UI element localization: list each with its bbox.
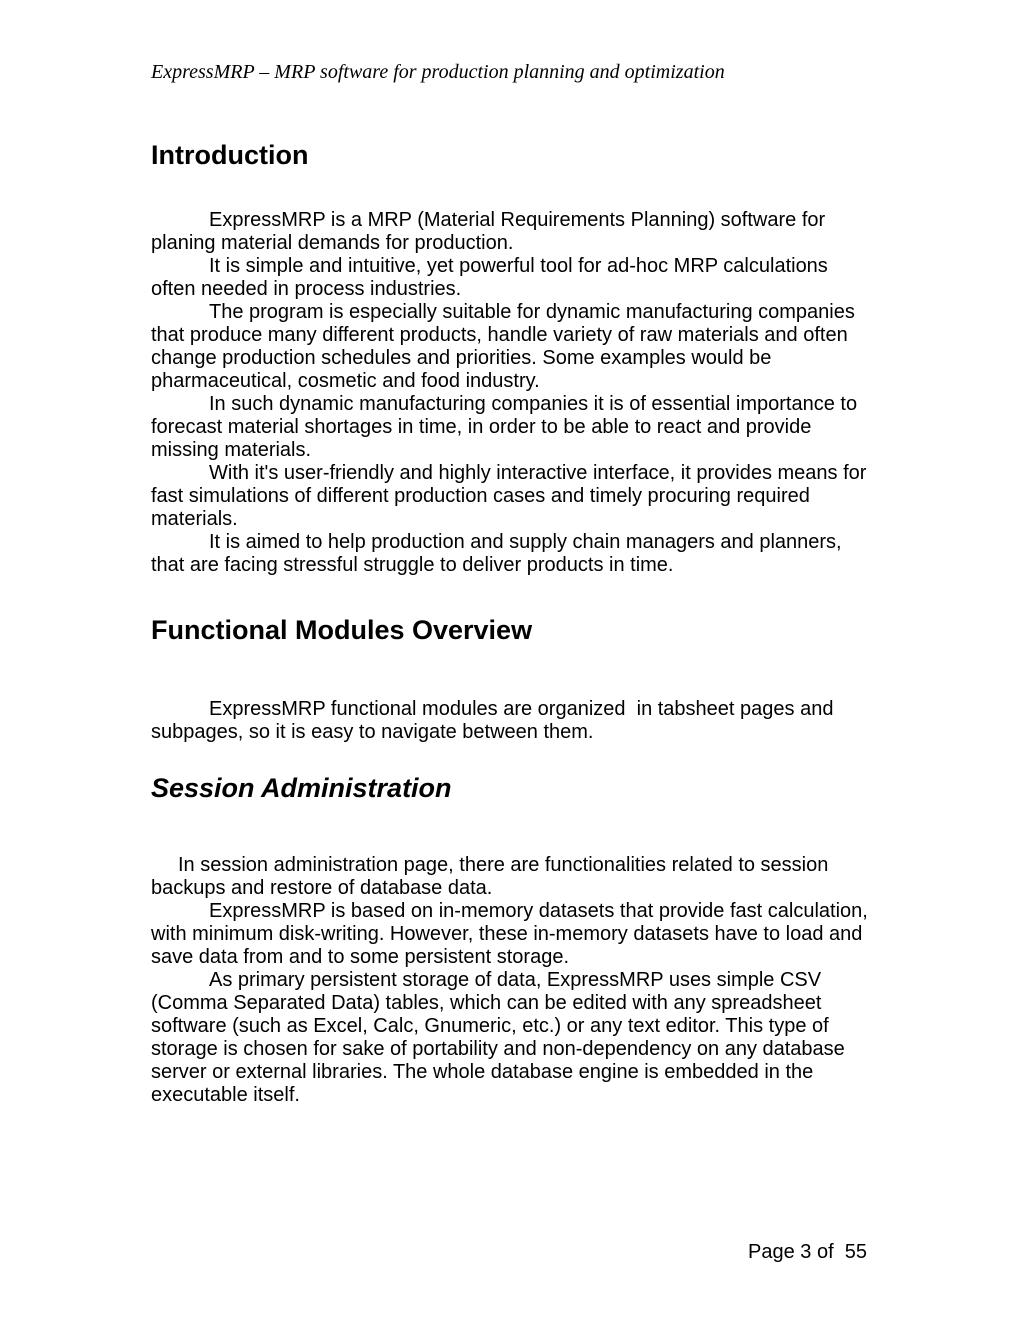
paragraph: As primary persistent storage of data, ExpressMRP uses simple CSV (Comma Separated Data) tables, which can be edited with any spreadsheet software (such as Excel, Calc, Gnumeric, etc.) or any text editor. This type of storage is chosen for sake of portability and non-dependency on any database server or external libraries. The whole database engine is embedded in the executable itself. (151, 969, 851, 1106)
section-heading-functional-modules-overview: Functional Modules Overview (151, 615, 533, 645)
running-header: ExpressMRP – MRP software for production planning and optimization (151, 61, 725, 83)
subsection-heading-session-administration: Session Administration (151, 773, 452, 803)
paragraph: With it's user-friendly and highly interactive interface, it provides means for fast simulations of different production cases and timely procuring required materials. (151, 462, 872, 530)
paragraph: ExpressMRP is a MRP (Material Requirements Planning) software for planing material demands for production. (151, 209, 831, 254)
functional-modules-paragraphs (151, 698, 873, 744)
paragraph: In such dynamic manufacturing companies it is of essential importance to forecast material shortages in time, in order to be able to react and provide missing materials. (151, 393, 863, 461)
page-number-footer: Page 3 of 55 (748, 1241, 867, 1263)
paragraph: ExpressMRP is based on in-memory datasets that provide fast calculation, with minimum disk-writing. However, these in-memory datasets have to load and save data from and to some persistent storage. (151, 900, 874, 968)
paragraph: ExpressMRP functional modules are organized in tabsheet pages and subpages, so it is easy to navigate between them. (151, 698, 840, 743)
paragraph: It is simple and intuitive, yet powerful tool for ad-hoc MRP calculations often needed in process industries. (151, 255, 834, 300)
paragraph: It is aimed to help production and supply chain managers and planners, that are facing stressful struggle to deliver products in time. (151, 531, 848, 576)
paragraph: In session administration page, there are functionalities related to session backups and restore of database data. (151, 854, 834, 899)
session-administration-paragraphs (151, 854, 873, 1107)
introduction-paragraphs (151, 209, 873, 577)
section-heading-introduction: Introduction (151, 140, 309, 170)
paragraph: The program is especially suitable for dynamic manufacturing companies that produce many different products, handle variety of raw materials and often change production schedules and priorities. Some examples would be pharmaceutical, cosmetic and food industry. (151, 301, 861, 392)
